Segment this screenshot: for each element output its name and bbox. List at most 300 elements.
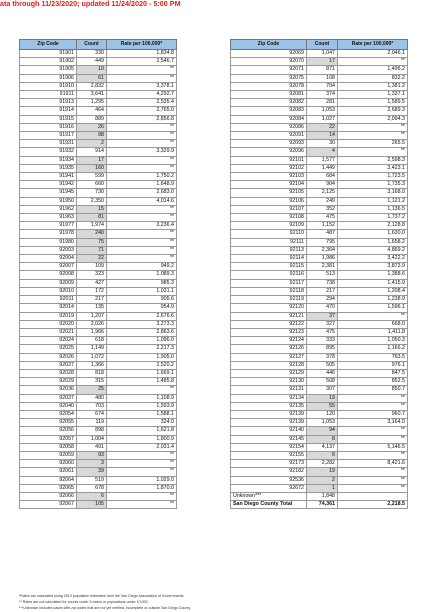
- zip-cell: 92025: [20, 345, 77, 353]
- rate-cell: **: [338, 484, 408, 492]
- count-cell: 22: [77, 255, 107, 263]
- count-cell: 1,848: [307, 492, 338, 500]
- rate-cell: 2,094.3: [338, 115, 408, 123]
- rate-cell: 960.7: [338, 410, 408, 418]
- table-row: [20, 287, 177, 295]
- count-cell: 17: [77, 156, 107, 164]
- rate-cell: 4,014.6: [107, 197, 177, 205]
- count-cell: 1,986: [307, 255, 338, 263]
- zip-cell: 91917: [20, 132, 77, 140]
- rate-cell: 1,596.1: [338, 304, 408, 312]
- table-row: [231, 66, 408, 74]
- zip-cell: 92078: [231, 82, 307, 90]
- table-row: [20, 468, 177, 476]
- zip-cell: 92066: [20, 492, 77, 500]
- rate-cell: **: [107, 205, 177, 213]
- rate-cell: 1,723.5: [338, 173, 408, 181]
- table-row: [231, 328, 408, 336]
- zip-cell: 91977: [20, 222, 77, 230]
- table-row: [20, 205, 177, 213]
- rate-cell: **: [107, 132, 177, 140]
- count-cell: 1,449: [307, 164, 338, 172]
- rate-cell: 2,218.5: [338, 501, 408, 509]
- zip-cell: 91980: [20, 238, 77, 246]
- zip-cell: 92139: [231, 419, 307, 427]
- count-cell: 818: [77, 369, 107, 377]
- rate-cell: 949.2: [107, 263, 177, 271]
- table-row: [231, 263, 408, 271]
- footnote-rates: *Rates are calculated using 2019 population estimates from the San Diego Association of Governments.: [19, 594, 185, 598]
- col-zip-header: Zip Code: [231, 40, 307, 50]
- table-header-row: [20, 40, 177, 50]
- count-cell: 1,974: [77, 222, 107, 230]
- count-cell: 898: [77, 427, 107, 435]
- zip-cell: 92123: [231, 328, 307, 336]
- count-cell: 323: [77, 271, 107, 279]
- zip-cell: 91913: [20, 99, 77, 107]
- count-cell: 119: [77, 419, 107, 427]
- table-row: [231, 320, 408, 328]
- count-cell: 105: [77, 501, 107, 509]
- count-cell: 30: [307, 140, 338, 148]
- rate-cell: 1,096.0: [107, 337, 177, 345]
- count-cell: 491: [77, 443, 107, 451]
- count-cell: 519: [77, 476, 107, 484]
- table-row: [20, 451, 177, 459]
- zip-cell: 92127: [231, 353, 307, 361]
- zip-cell: 91905: [20, 66, 77, 74]
- rate-cell: 2,128.8: [338, 222, 408, 230]
- rate-cell: 1,031.1: [107, 287, 177, 295]
- zip-cell: 92093: [231, 140, 307, 148]
- rate-cell: 3,168.0: [338, 189, 408, 197]
- table-row: [231, 353, 408, 361]
- zip-cell: 92110: [231, 230, 307, 238]
- table-row: [20, 197, 177, 205]
- table-row: [231, 238, 408, 246]
- rate-cell: **: [107, 492, 177, 500]
- rate-cell: 1,589.5: [338, 99, 408, 107]
- rate-cell: 2,765.0: [107, 107, 177, 115]
- table-row: [231, 427, 408, 435]
- zip-cell: 92029: [20, 378, 77, 386]
- rate-cell: **: [338, 58, 408, 66]
- zip-cell: 92060: [20, 460, 77, 468]
- count-cell: 3,641: [77, 91, 107, 99]
- rate-cell: 324.0: [107, 419, 177, 427]
- rate-cell: 1,381.2: [338, 82, 408, 90]
- table-row: [20, 419, 177, 427]
- rate-cell: **: [338, 468, 408, 476]
- table-row: [231, 173, 408, 181]
- zip-cell: 92070: [231, 58, 307, 66]
- zip-cell: 92109: [231, 222, 307, 230]
- count-cell: 22: [307, 123, 338, 131]
- count-cell: 505: [307, 361, 338, 369]
- zip-cell: 92121: [231, 312, 307, 320]
- table-row: [231, 468, 408, 476]
- count-cell: 374: [307, 91, 338, 99]
- zip-cell: 92055: [20, 419, 77, 427]
- count-cell: 15: [77, 205, 107, 213]
- table-row: [231, 279, 408, 287]
- rate-cell: 3,236.4: [107, 222, 177, 230]
- count-cell: 1,577: [307, 156, 338, 164]
- rate-cell: **: [338, 132, 408, 140]
- rate-cell: 2,046.1: [338, 50, 408, 58]
- count-cell: 2,381: [307, 263, 338, 271]
- count-cell: 1,207: [77, 312, 107, 320]
- rate-cell: 2,676.6: [107, 312, 177, 320]
- rate-cell: **: [338, 148, 408, 156]
- table-row: [20, 91, 177, 99]
- count-cell: 315: [77, 378, 107, 386]
- table-row: [231, 205, 408, 213]
- rate-cell: 1,735.3: [338, 181, 408, 189]
- count-cell: 487: [307, 230, 338, 238]
- zip-cell: 91911: [20, 91, 77, 99]
- rate-cell: 2,856.8: [107, 115, 177, 123]
- count-cell: 94: [307, 427, 338, 435]
- table-row: [20, 82, 177, 90]
- zip-cell: 92140: [231, 427, 307, 435]
- table-row: [231, 443, 408, 451]
- rate-cell: 832.2: [338, 74, 408, 82]
- zip-cell: 92020: [20, 320, 77, 328]
- count-cell: 684: [307, 173, 338, 181]
- rate-cell: **: [338, 476, 408, 484]
- count-cell: 98: [77, 132, 107, 140]
- zip-cell: 92672: [231, 484, 307, 492]
- count-cell: 4: [307, 148, 338, 156]
- count-cell: 352: [307, 205, 338, 213]
- count-cell: 513: [307, 271, 338, 279]
- rate-cell: 2,689.3: [338, 107, 408, 115]
- zip-cell: 92010: [20, 287, 77, 295]
- table-row: [20, 369, 177, 377]
- rate-cell: 1,905.0: [107, 353, 177, 361]
- zip-cell: 92014: [20, 304, 77, 312]
- table-row: [20, 181, 177, 189]
- rate-cell: 1,388.6: [338, 271, 408, 279]
- count-cell: 2,026: [77, 320, 107, 328]
- zip-cell: 92086: [231, 123, 307, 131]
- table-row: [20, 58, 177, 66]
- rate-cell: 1,669.1: [107, 369, 177, 377]
- zip-cell: 91916: [20, 123, 77, 131]
- zip-cell: 92106: [231, 197, 307, 205]
- col-rate-header: Rate per 100,000*: [338, 40, 408, 50]
- rate-cell: **: [107, 246, 177, 254]
- zip-cell: 92028: [20, 369, 77, 377]
- table-row: [20, 246, 177, 254]
- count-cell: 1,966: [77, 328, 107, 336]
- zip-cell: 92054: [20, 410, 77, 418]
- zip-cell: 92003: [20, 246, 77, 254]
- zip-cell: 92139: [231, 410, 307, 418]
- table-row: [231, 91, 408, 99]
- table-row: [231, 99, 408, 107]
- table-header-row: [231, 40, 408, 50]
- rate-cell: 1,337.1: [338, 91, 408, 99]
- count-cell: 2: [77, 140, 107, 148]
- table-row: [20, 238, 177, 246]
- count-cell: 464: [77, 107, 107, 115]
- zip-cell: 91945: [20, 189, 77, 197]
- count-cell: 2,282: [307, 460, 338, 468]
- count-cell: 2,364: [307, 246, 338, 254]
- table-row: [231, 345, 408, 353]
- zip-cell: 92131: [231, 386, 307, 394]
- zip-cell: 92126: [231, 345, 307, 353]
- zip-cell: Unknown***: [231, 492, 307, 500]
- table-row: [231, 140, 408, 148]
- table-row: [20, 353, 177, 361]
- count-cell: 871: [307, 66, 338, 74]
- rate-cell: 1,800.9: [107, 435, 177, 443]
- zip-cell: 92122: [231, 320, 307, 328]
- rate-cell: 3,378.1: [107, 82, 177, 90]
- zip-cell: 92058: [20, 443, 77, 451]
- left-zip-table: [19, 39, 177, 509]
- zip-cell: 92059: [20, 451, 77, 459]
- table-row: [20, 304, 177, 312]
- count-cell: 1,295: [77, 99, 107, 107]
- rate-cell: 1,737.2: [338, 214, 408, 222]
- table-row: [231, 222, 408, 230]
- rate-cell: **: [107, 164, 177, 172]
- zip-cell: 92120: [231, 304, 307, 312]
- table-row: [20, 345, 177, 353]
- rate-cell: **: [338, 427, 408, 435]
- count-cell: 10: [77, 66, 107, 74]
- zip-cell: 91934: [20, 156, 77, 164]
- zip-cell: 92105: [231, 189, 307, 197]
- count-cell: 378: [307, 353, 338, 361]
- zip-cell: 92083: [231, 107, 307, 115]
- zip-cell: 92037: [20, 394, 77, 402]
- zip-cell: 91932: [20, 148, 77, 156]
- table-row: [20, 378, 177, 386]
- count-cell: 1,004: [77, 435, 107, 443]
- count-cell: 217: [307, 287, 338, 295]
- zip-cell: 91906: [20, 74, 77, 82]
- rate-cell: 1,588.1: [107, 410, 177, 418]
- zip-cell: 92145: [231, 435, 307, 443]
- zip-cell: 92536: [231, 476, 307, 484]
- table-row: [20, 410, 177, 418]
- table-row: [231, 255, 408, 263]
- count-cell: 160: [77, 164, 107, 172]
- count-cell: 730: [77, 189, 107, 197]
- table-row: [231, 435, 408, 443]
- rate-cell: 1,485.8: [107, 378, 177, 386]
- rate-cell: 2,031.4: [107, 443, 177, 451]
- rate-cell: 2,683.0: [107, 189, 177, 197]
- count-cell: 889: [77, 115, 107, 123]
- rate-cell: 8,421.6: [338, 460, 408, 468]
- zip-cell: 92007: [20, 263, 77, 271]
- rate-cell: 2,546.7: [107, 58, 177, 66]
- rate-cell: 3,423.1: [338, 164, 408, 172]
- table-row: [231, 82, 408, 90]
- count-cell: 446: [307, 369, 338, 377]
- rate-cell: **: [338, 312, 408, 320]
- count-cell: 93: [77, 451, 107, 459]
- rate-cell: 3,422.2: [338, 255, 408, 263]
- table-row: [20, 115, 177, 123]
- count-cell: 1,053: [307, 107, 338, 115]
- rate-cell: 985.3: [107, 279, 177, 287]
- table-row: [20, 214, 177, 222]
- table-row: [231, 394, 408, 402]
- table-row: [231, 197, 408, 205]
- rate-cell: 2,535.4: [107, 99, 177, 107]
- table-row: [20, 296, 177, 304]
- zip-cell: 92154: [231, 443, 307, 451]
- rate-cell: 3,164.0: [338, 419, 408, 427]
- zip-cell: 91942: [20, 181, 77, 189]
- count-cell: 2,125: [307, 189, 338, 197]
- count-cell: 1,053: [307, 419, 338, 427]
- col-rate-header: Rate per 100,000*: [107, 40, 177, 50]
- count-cell: 333: [307, 337, 338, 345]
- count-cell: 74,361: [307, 501, 338, 509]
- count-cell: 249: [307, 197, 338, 205]
- table-row: [231, 337, 408, 345]
- table-row: [20, 361, 177, 369]
- table-row: [20, 189, 177, 197]
- zip-cell: 92182: [231, 468, 307, 476]
- table-row: [20, 132, 177, 140]
- count-cell: 307: [307, 386, 338, 394]
- count-cell: 19: [307, 468, 338, 476]
- rate-cell: 2,217.3: [107, 345, 177, 353]
- col-count-header: Count: [307, 40, 338, 50]
- rate-cell: **: [107, 140, 177, 148]
- rate-cell: 1,238.9: [338, 296, 408, 304]
- table-row: [231, 74, 408, 82]
- table-row: [231, 378, 408, 386]
- rate-cell: 1,658.2: [338, 238, 408, 246]
- zip-cell: 92061: [20, 468, 77, 476]
- zip-cell: 92064: [20, 476, 77, 484]
- rate-cell: 763.5: [338, 353, 408, 361]
- count-cell: 25: [77, 386, 107, 394]
- zip-cell: 92067: [20, 501, 77, 509]
- table-row: [20, 427, 177, 435]
- rate-cell: 4,292.7: [107, 91, 177, 99]
- count-cell: 914: [77, 148, 107, 156]
- count-cell: 1,027: [307, 115, 338, 123]
- count-cell: 6: [77, 492, 107, 500]
- zip-cell: 92065: [20, 484, 77, 492]
- table-row: [20, 394, 177, 402]
- count-cell: 703: [77, 402, 107, 410]
- count-cell: 4,137: [307, 443, 338, 451]
- zip-cell: 92114: [231, 255, 307, 263]
- rate-cell: **: [107, 74, 177, 82]
- zip-cell: 92081: [231, 91, 307, 99]
- rate-cell: 3,329.9: [107, 148, 177, 156]
- zip-cell: 91914: [20, 107, 77, 115]
- zip-cell: 91941: [20, 173, 77, 181]
- zip-cell: 92069: [231, 50, 307, 58]
- rate-cell: **: [107, 255, 177, 263]
- count-cell: 8: [307, 435, 338, 443]
- count-cell: 1: [307, 484, 338, 492]
- table-row: [231, 419, 408, 427]
- count-cell: 449: [77, 58, 107, 66]
- count-cell: 39: [77, 468, 107, 476]
- rate-cell: **: [107, 386, 177, 394]
- table-row: [231, 132, 408, 140]
- unknown-row: [231, 492, 408, 500]
- table-row: [20, 279, 177, 287]
- table-row: [231, 476, 408, 484]
- zip-cell: 92091: [231, 132, 307, 140]
- zip-cell: 92021: [20, 328, 77, 336]
- table-row: [20, 263, 177, 271]
- rate-cell: **: [107, 460, 177, 468]
- zip-cell: 92019: [20, 312, 77, 320]
- table-row: [231, 402, 408, 410]
- table-row: [231, 312, 408, 320]
- rate-cell: 5,146.5: [338, 443, 408, 451]
- zip-cell: 91915: [20, 115, 77, 123]
- rate-cell: 1,496.2: [338, 66, 408, 74]
- zip-cell: 92040: [20, 402, 77, 410]
- count-cell: 480: [77, 394, 107, 402]
- count-cell: 281: [307, 99, 338, 107]
- count-cell: 1,152: [307, 222, 338, 230]
- zip-cell: 92071: [231, 66, 307, 74]
- count-cell: 19: [307, 394, 338, 402]
- count-cell: 120: [307, 410, 338, 418]
- rate-cell: 852.5: [338, 378, 408, 386]
- count-cell: 81: [77, 214, 107, 222]
- zip-cell: 91935: [20, 164, 77, 172]
- zip-cell: 92009: [20, 279, 77, 287]
- table-row: [231, 304, 408, 312]
- zip-cell: 91962: [20, 205, 77, 213]
- zip-cell: 92057: [20, 435, 77, 443]
- zip-cell: 92113: [231, 246, 307, 254]
- zip-cell: 92118: [231, 287, 307, 295]
- rate-cell: 1,593.9: [107, 402, 177, 410]
- zip-cell: 91910: [20, 82, 77, 90]
- county-total-row: [231, 501, 408, 509]
- rate-cell: **: [338, 402, 408, 410]
- count-cell: 14: [307, 132, 338, 140]
- table-row: [231, 189, 408, 197]
- rate-cell: 2,520.2: [107, 361, 177, 369]
- rate-cell: **: [107, 238, 177, 246]
- zip-cell: 92130: [231, 378, 307, 386]
- table-row: [20, 99, 177, 107]
- zip-cell: 91950: [20, 197, 77, 205]
- count-cell: 330: [77, 50, 107, 58]
- count-cell: 660: [77, 181, 107, 189]
- rate-cell: **: [338, 451, 408, 459]
- rate-cell: 847.5: [338, 369, 408, 377]
- table-row: [231, 451, 408, 459]
- table-row: [20, 255, 177, 263]
- rate-cell: **: [107, 123, 177, 131]
- count-cell: 508: [307, 378, 338, 386]
- table-row: [20, 476, 177, 484]
- count-cell: 475: [307, 214, 338, 222]
